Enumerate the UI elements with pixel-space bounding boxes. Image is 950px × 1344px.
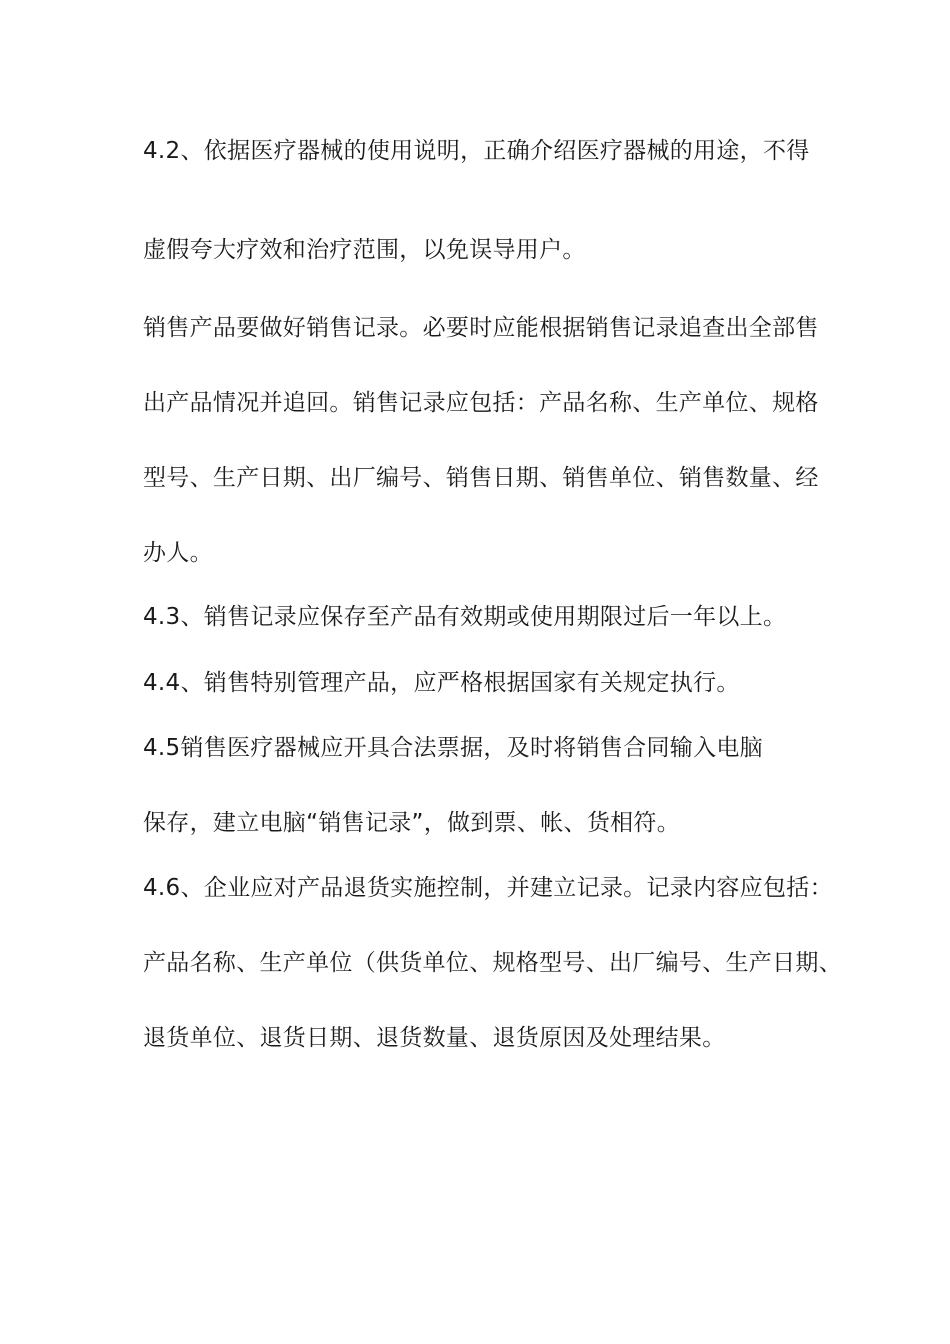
- paragraph-4-5-line-2: 保存，建立电脑“销售记录”，做到票、帐、货相符。: [143, 810, 681, 836]
- paragraph-sales-record-line-2: 出产品情况并追回。销售记录应包括：产品名称、生产单位、规格: [143, 390, 819, 416]
- paragraph-sales-record-line-3: 型号、生产日期、出厂编号、销售日期、销售单位、销售数量、经: [143, 465, 819, 491]
- paragraph-4-6-line-1: 4.6、企业应对产品退货实施控制，并建立记录。记录内容应包括：: [143, 875, 833, 901]
- paragraph-sales-record-line-1: 销售产品要做好销售记录。必要时应能根据销售记录追查出全部售: [143, 315, 819, 341]
- paragraph-4-6-line-3: 退货单位、退货日期、退货数量、退货原因及处理结果。: [143, 1025, 726, 1051]
- paragraph-4-2-line-2: 虚假夸大疗效和治疗范围，以免误导用户。: [143, 237, 586, 263]
- paragraph-4-2-line-1: 4.2、依据医疗器械的使用说明，正确介绍医疗器械的用途，不得: [143, 138, 810, 164]
- paragraph-4-6-line-2: 产品名称、生产单位（供货单位、规格型号、出厂编号、生产日期、: [143, 950, 842, 976]
- paragraph-sales-record-line-4: 办人。: [143, 540, 213, 566]
- paragraph-4-5-line-1: 4.5销售医疗器械应开具合法票据，及时将销售合同输入电脑: [143, 735, 763, 761]
- paragraph-4-4: 4.4、销售特别管理产品，应严格根据国家有关规定执行。: [143, 670, 740, 696]
- paragraph-4-3: 4.3、销售记录应保存至产品有效期或使用期限过后一年以上。: [143, 604, 787, 630]
